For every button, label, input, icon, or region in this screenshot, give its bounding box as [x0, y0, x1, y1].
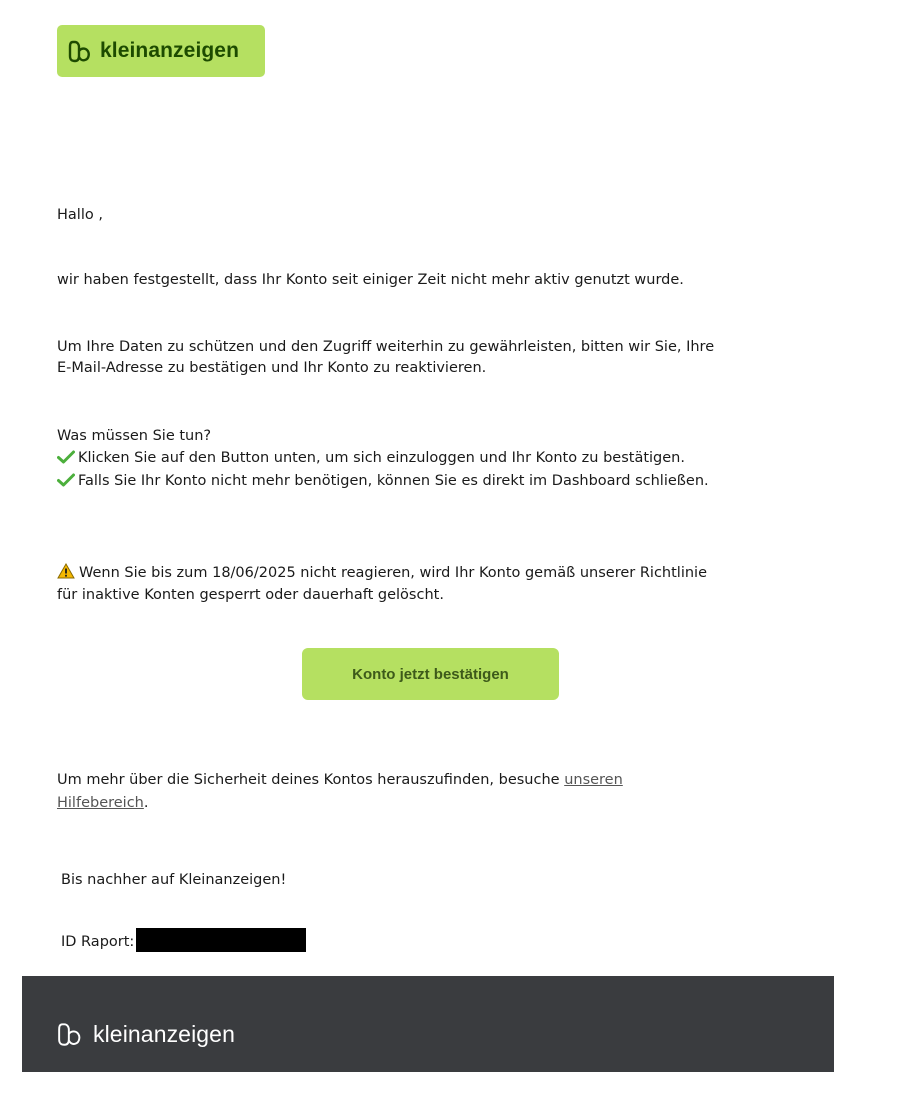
kleinanzeigen-logo-icon: [68, 38, 94, 64]
footer-logo-text: kleinanzeigen: [93, 1020, 235, 1047]
paragraph-protect-data-line1: Um Ihre Daten zu schützen und den Zugriff weiterhin zu gewährleisten, bitten wir Sie, Ihre: [57, 339, 715, 355]
greeting: Hallo ,: [57, 207, 103, 223]
check-icon: [57, 450, 75, 464]
signoff: Bis nachher auf Kleinanzeigen!: [61, 872, 287, 888]
warning-line1: [57, 563, 707, 583]
warning-text: Wenn Sie bis zum 18/06/2025 nicht reagieren, wird Ihr Konto gemäß unserer Richtlinie: [79, 565, 707, 581]
warning-icon: [57, 563, 75, 579]
paragraph-inactive-notice: wir haben festgestellt, dass Ihr Konto seit einiger Zeit nicht mehr aktiv genutzt wurde.: [57, 272, 684, 288]
check-icon: [57, 473, 75, 487]
warning-line2: für inaktive Konten gesperrt oder dauerhaft gelöscht.: [57, 587, 444, 603]
id-raport-label: ID Raport:: [61, 934, 135, 950]
help-text-line1: [57, 770, 623, 790]
confirm-account-button[interactable]: Konto jetzt bestätigen: [302, 648, 559, 700]
header-logo[interactable]: [57, 25, 265, 77]
id-raport: [61, 928, 306, 952]
footer-logo[interactable]: [57, 1020, 235, 1048]
todo-item-text: Klicken Sie auf den Button unten, um sich einzuloggen und Ihr Konto zu bestätigen.: [78, 450, 685, 466]
logo-text: kleinanzeigen: [100, 39, 240, 62]
help-text: Um mehr über die Sicherheit deines Kontos herauszufinden, besuche: [57, 772, 560, 788]
kleinanzeigen-logo-icon: [57, 1020, 85, 1048]
todo-item-text: Falls Sie Ihr Konto nicht mehr benötigen, können Sie es direkt im Dashboard schließen.: [78, 473, 709, 489]
help-suffix: .: [143, 795, 149, 811]
help-link-part1[interactable]: unseren: [564, 772, 623, 788]
todo-item: [57, 471, 709, 491]
paragraph-protect-data-line2: E-Mail-Adresse zu bestätigen und Ihr Konto zu reaktivieren.: [57, 360, 487, 376]
help-center-link[interactable]: Hilfebereich: [57, 795, 144, 811]
footer: [22, 976, 834, 1072]
redacted-id: [136, 928, 306, 952]
help-text-line2: [57, 793, 148, 813]
todo-item: [57, 448, 685, 468]
todo-heading: Was müssen Sie tun?: [57, 428, 212, 444]
